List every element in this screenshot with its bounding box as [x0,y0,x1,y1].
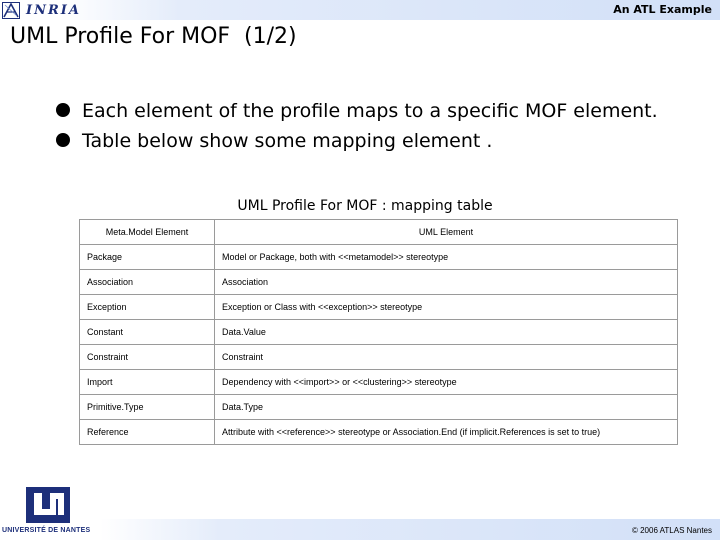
column-header-uml: UML Element [215,220,678,245]
bullet-dot-icon [56,133,70,147]
table-row [80,395,678,420]
table-cell-metamodel: Primitive.Type [80,395,215,420]
table-cell-metamodel: Constant [80,320,215,345]
table-cell-uml: Data.Value [215,320,678,345]
table-cell-uml: Constraint [215,345,678,370]
inria-logo [2,1,81,19]
table-row [80,270,678,295]
table-cell-metamodel: Association [80,270,215,295]
table-cell-uml: Model or Package, both with <<metamodel>> stereotype [215,245,678,270]
table-row [80,345,678,370]
footer-band [100,519,720,540]
table-cell-metamodel: Exception [80,295,215,320]
bullet-text: Table below show some mapping element . [82,130,493,152]
table-header-row [80,220,678,245]
column-header-metamodel: Meta.Model Element [80,220,215,245]
header-band [0,0,720,20]
mapping-table [79,219,678,445]
table-row [80,370,678,395]
table-cell-uml: Association [215,270,678,295]
bullet-dot-icon [56,103,70,117]
inria-logo-icon [2,2,20,19]
table-row [80,245,678,270]
bullet-text: Each element of the profile maps to a specific MOF element. [82,100,658,122]
university-logo-icon [26,487,70,523]
header-subtitle: An ATL Example [613,3,712,16]
table-cell-metamodel: Package [80,245,215,270]
table-cell-metamodel: Constraint [80,345,215,370]
bullet-item [54,126,658,156]
university-logo [2,487,96,539]
table-cell-uml: Dependency with <<import>> or <<clustering>> stereotype [215,370,678,395]
table-row [80,420,678,445]
bullet-item [54,96,658,126]
table-cell-uml: Attribute with <<reference>> stereotype or Association.End (if implicit.References is set to true) [215,420,678,445]
table-row [80,295,678,320]
table-caption: UML Profile For MOF : mapping table [237,198,493,214]
table-cell-uml: Exception or Class with <<exception>> stereotype [215,295,678,320]
inria-logo-text: INRIA [26,2,81,18]
table-row [80,320,678,345]
slide-title: UML Profile For MOF (1/2) [10,24,297,49]
university-logo-text: UNIVERSITÉ DE NANTES [2,527,91,534]
copyright-text: © 2006 ATLAS Nantes [631,526,712,535]
table-cell-uml: Data.Type [215,395,678,420]
bullet-list [54,96,658,156]
table-cell-metamodel: Reference [80,420,215,445]
table-cell-metamodel: Import [80,370,215,395]
